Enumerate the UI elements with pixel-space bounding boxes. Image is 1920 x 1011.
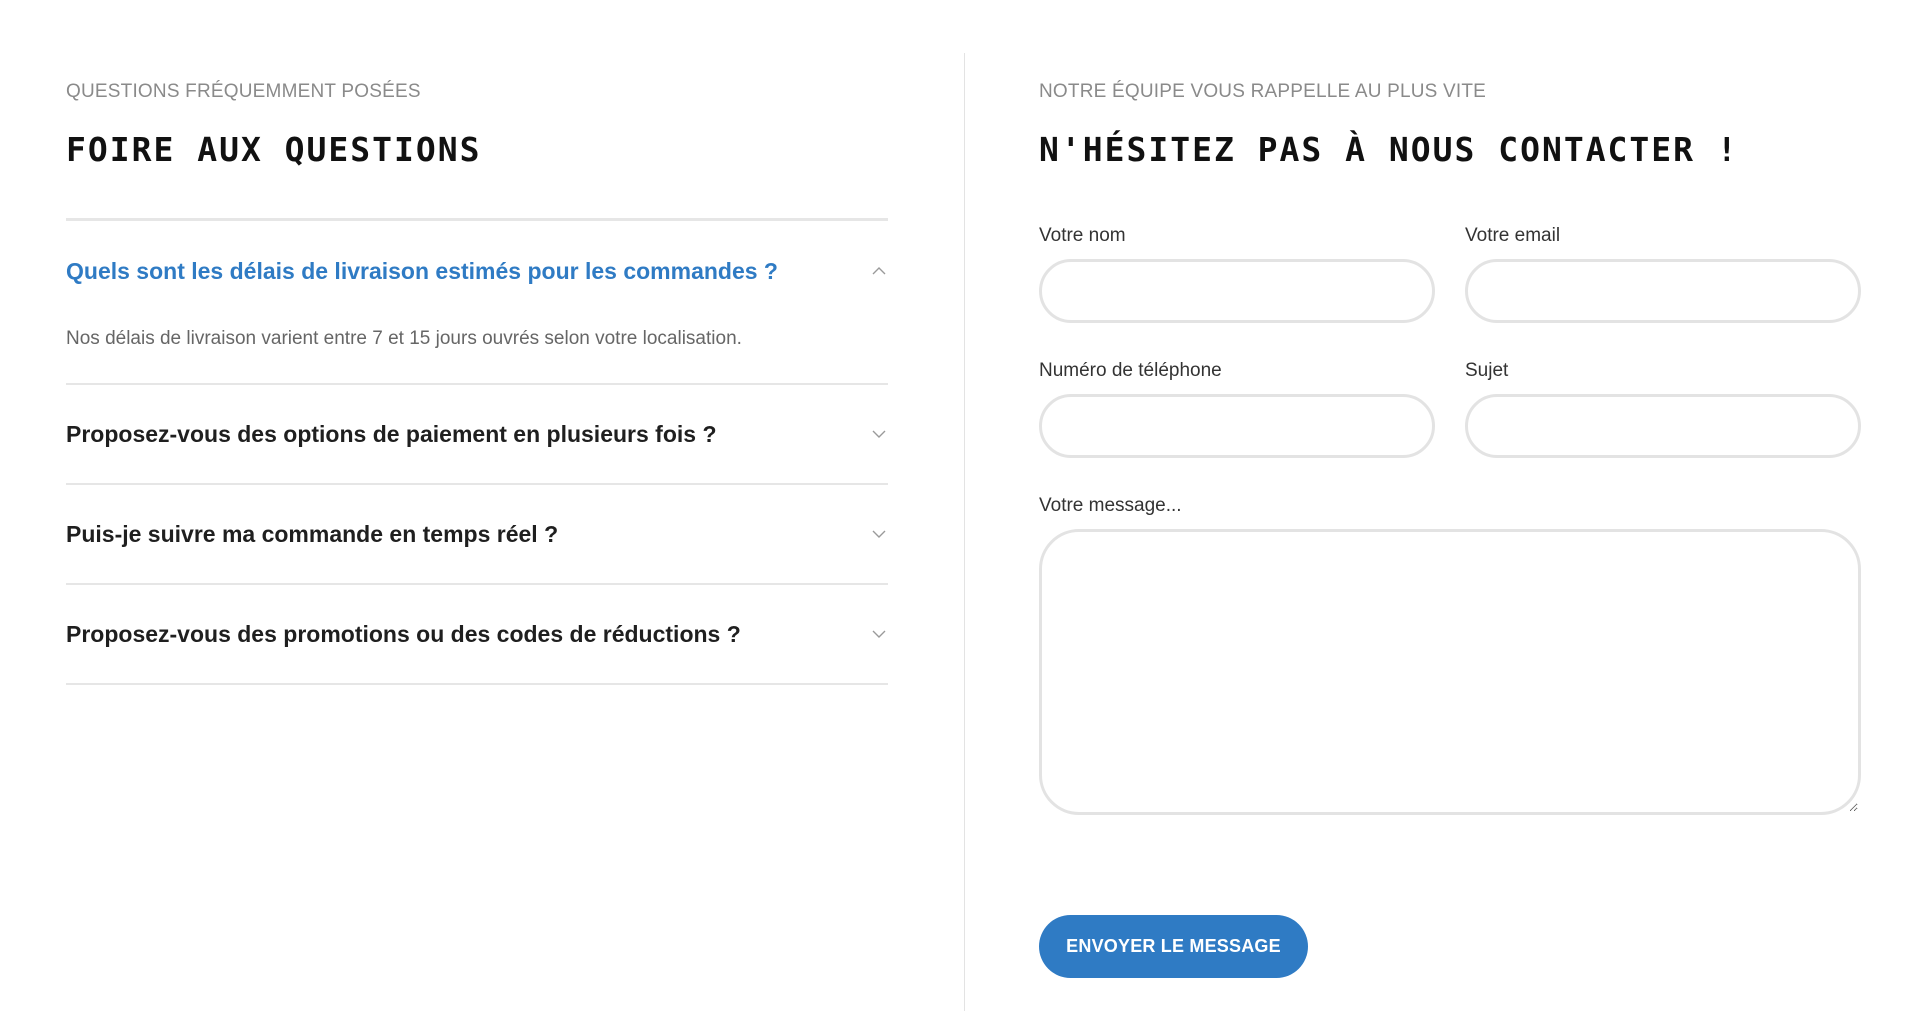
phone-field-group	[1039, 359, 1435, 458]
subject-label: Sujet	[1465, 360, 1509, 381]
column-divider	[964, 53, 965, 1011]
faq-answer: Nos délais de livraison varient entre 7 et 15 jours ouvrés selon votre localisation.	[66, 328, 742, 349]
faq-question-text: Proposez-vous des promotions ou des codes de réductions ?	[66, 620, 741, 647]
faq-item	[66, 385, 888, 485]
name-input[interactable]	[1039, 259, 1435, 323]
faq-question-toggle[interactable]	[66, 585, 888, 683]
phone-label: Numéro de téléphone	[1039, 360, 1222, 381]
chevron-down-icon[interactable]	[870, 425, 888, 443]
contact-eyebrow: NOTRE ÉQUIPE VOUS RAPPELLE AU PLUS VITE	[1039, 81, 1487, 102]
message-label: Votre message...	[1039, 495, 1182, 516]
form-row	[1039, 224, 1861, 323]
send-message-button[interactable]: ENVOYER LE MESSAGE	[1039, 915, 1308, 978]
chevron-down-icon[interactable]	[870, 625, 888, 643]
name-label: Votre nom	[1039, 225, 1126, 246]
contact-form	[1039, 224, 1861, 978]
faq-section	[66, 80, 888, 685]
faq-question-text: Puis-je suivre ma commande en temps réel ?	[66, 520, 559, 547]
faq-list	[66, 218, 888, 685]
message-field-group	[1039, 494, 1861, 820]
subject-field-group	[1465, 359, 1861, 458]
faq-question-toggle[interactable]	[66, 385, 888, 483]
form-row	[1039, 359, 1861, 458]
faq-item	[66, 585, 888, 685]
faq-question-text: Quels sont les délais de livraison estimés pour les commandes ?	[66, 257, 778, 284]
message-textarea[interactable]	[1039, 529, 1861, 815]
email-label: Votre email	[1465, 225, 1561, 246]
phone-input[interactable]	[1039, 394, 1435, 458]
name-field-group	[1039, 224, 1435, 323]
contact-section	[1039, 80, 1861, 978]
faq-question-text: Proposez-vous des options de paiement en plusieurs fois ?	[66, 420, 717, 447]
faq-question-toggle[interactable]	[66, 485, 888, 583]
contact-title: N'HÉSITEZ PAS À NOUS CONTACTER !	[1039, 130, 1739, 169]
faq-item	[66, 485, 888, 585]
subject-input[interactable]	[1465, 394, 1861, 458]
faq-question-toggle[interactable]	[66, 221, 888, 321]
faq-item	[66, 221, 888, 385]
faq-title: FOIRE AUX QUESTIONS	[66, 130, 482, 169]
chevron-up-icon[interactable]	[870, 262, 888, 280]
email-field-group	[1465, 224, 1861, 323]
faq-eyebrow: QUESTIONS FRÉQUEMMENT POSÉES	[66, 81, 421, 102]
email-input[interactable]	[1465, 259, 1861, 323]
chevron-down-icon[interactable]	[870, 525, 888, 543]
